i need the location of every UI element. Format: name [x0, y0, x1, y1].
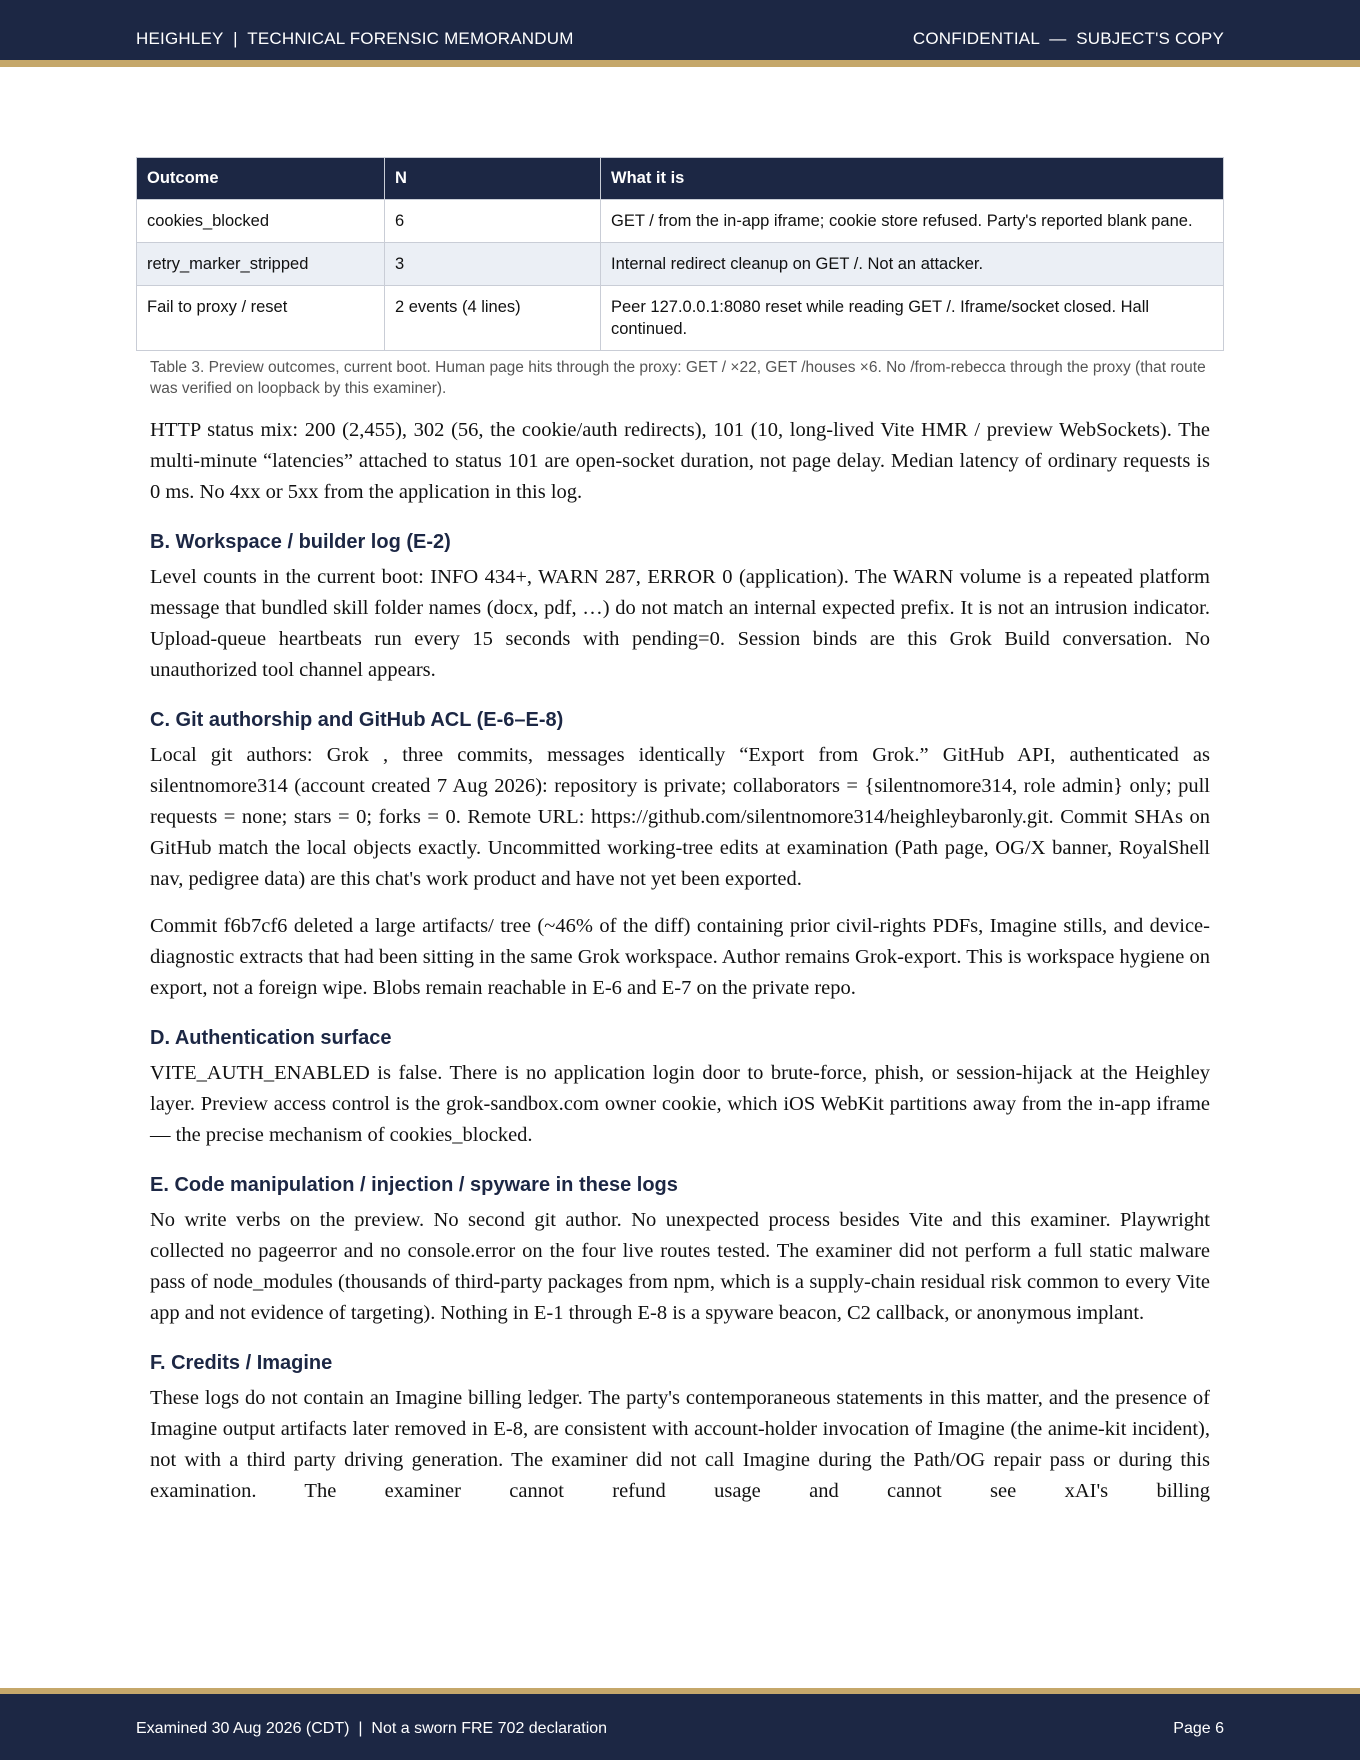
- table-header-row: [137, 158, 1224, 200]
- section-e-paragraph: No write verbs on the preview. No second git author. No unexpected process besides Vite and this examiner. Playwright collected no pageerror and no console.error on the four live routes tested. The examiner did not perform a full static malware pass of node_modules (thousands of third-party packages from npm, which is a supply-chain residual risk common to every Vite app and not evidence of targeting). Nothing in E-1 through E-8 is a spyware beacon, C2 callback, or anonymous implant.: [150, 1209, 1210, 1324]
- column-header-outcome: Outcome: [137, 158, 385, 200]
- cell-outcome: cookies_blocked: [137, 200, 385, 243]
- page-content: [136, 157, 1224, 1507]
- status-mix-paragraph: HTTP status mix: 200 (2,455), 302 (56, the cookie/auth redirects), 101 (10, long-lived Vite HMR / preview WebSockets). The multi-minute “latencies” attached to status 101 are open-socket duration, not page delay. Median latency of ordinary requests is 0 ms. No 4xx or 5xx from the application in this log.: [150, 419, 1210, 503]
- page-footer: [0, 1688, 1360, 1760]
- table-row: [137, 200, 1224, 243]
- table-caption: Table 3. Preview outcomes, current boot. Human page hits through the proxy: GET / ×22, GET /houses ×6. No /from-rebecca through the proxy (that route was verified on loopback by this examiner).: [150, 359, 1206, 397]
- header-confidentiality: CONFIDENTIAL — SUBJECT'S COPY: [912, 29, 1224, 48]
- outcomes-table: [136, 157, 1224, 351]
- cell-outcome: retry_marker_stripped: [137, 243, 385, 286]
- column-header-n: N: [385, 158, 601, 200]
- section-f-paragraph: These logs do not contain an Imagine billing ledger. The party's contemporaneous statements in this matter, and the presence of Imagine output artifacts later removed in E-8, are consistent with account-holder invocation of Imagine (the anime-kit incident), not with a third party driving generation. The examiner did not call Imagine during the Path/OG repair pass or during this examination. The examiner cannot refund usage and cannot see xAI's billing: [150, 1387, 1210, 1502]
- section-c-heading: C. Git authorship and GitHub ACL (E-6–E-8): [150, 709, 564, 731]
- section-d-paragraph: VITE_AUTH_ENABLED is false. There is no application login door to brute-force, phish, or session-hijack at the Heighley layer. Preview access control is the grok-sandbox.com owner cookie, which iOS WebKit partitions away from the in-app iframe — the precise mechanism of cookies_blocked.: [150, 1062, 1210, 1146]
- cell-description: Peer 127.0.0.1:8080 reset while reading GET /. Iframe/socket closed. Hall continued.: [601, 286, 1224, 351]
- footer-exam-note: Examined 30 Aug 2026 (CDT) | Not a sworn FRE 702 declaration: [136, 1720, 608, 1737]
- section-b-paragraph: Level counts in the current boot: INFO 434+, WARN 287, ERROR 0 (application). The WARN volume is a repeated platform message that bundled skill folder names (docx, pdf, …) do not match an internal expected prefix. It is not an intrusion indicator. Upload-queue heartbeats run every 15 seconds with pending=0. Session binds are this Grok Build conversation. No unauthorized tool channel appears.: [150, 566, 1210, 681]
- page-header: [0, 0, 1360, 67]
- column-header-what-it-is: What it is: [601, 158, 1224, 200]
- section-f-heading: F. Credits / Imagine: [150, 1352, 333, 1374]
- cell-description: Internal redirect cleanup on GET /. Not an attacker.: [601, 243, 1224, 286]
- page-number: Page 6: [1173, 1720, 1224, 1737]
- cell-description: GET / from the in-app iframe; cookie store refused. Party's reported blank pane.: [601, 200, 1224, 243]
- memo-body: [150, 415, 1210, 1507]
- section-c-paragraph-2: Commit f6b7cf6 deleted a large artifacts/ tree (~46% of the diff) containing prior civil-rights PDFs, Imagine stills, and device-diagnostic extracts that had been sitting in the same Grok workspace. Author remains Grok-export. This is workspace hygiene on export, not a foreign wipe. Blobs remain reachable in E-6 and E-7 on the private repo.: [150, 915, 1210, 999]
- cell-n: 6: [385, 200, 601, 243]
- cell-n: 3: [385, 243, 601, 286]
- table-row: [137, 286, 1224, 351]
- section-d-heading: D. Authentication surface: [150, 1027, 392, 1049]
- section-e-heading: E. Code manipulation / injection / spyware in these logs: [150, 1174, 678, 1196]
- header-title: HEIGHLEY | TECHNICAL FORENSIC MEMORANDUM: [136, 29, 574, 48]
- cell-outcome: Fail to proxy / reset: [137, 286, 385, 351]
- section-b-heading: B. Workspace / builder log (E-2): [150, 531, 451, 553]
- cell-n: 2 events (4 lines): [385, 286, 601, 351]
- section-c-paragraph-1: Local git authors: Grok , three commits, messages identically “Export from Grok.” GitHub API, authenticated as silentnomore314 (account created 7 Aug 2026): repository is private; collaborators = {silentnomore314, role admin} only; pull requests = none; stars = 0; forks = 0. Remote URL: https://github.com/silentnomore314/heighleybaronly.git. Commit SHAs on GitHub match the local objects exactly. Uncommitted working-tree edits at examination (Path page, OG/X banner, RoyalShell nav, pedigree data) are this chat's work product and have not yet been exported.: [150, 744, 1210, 890]
- table-row: [137, 243, 1224, 286]
